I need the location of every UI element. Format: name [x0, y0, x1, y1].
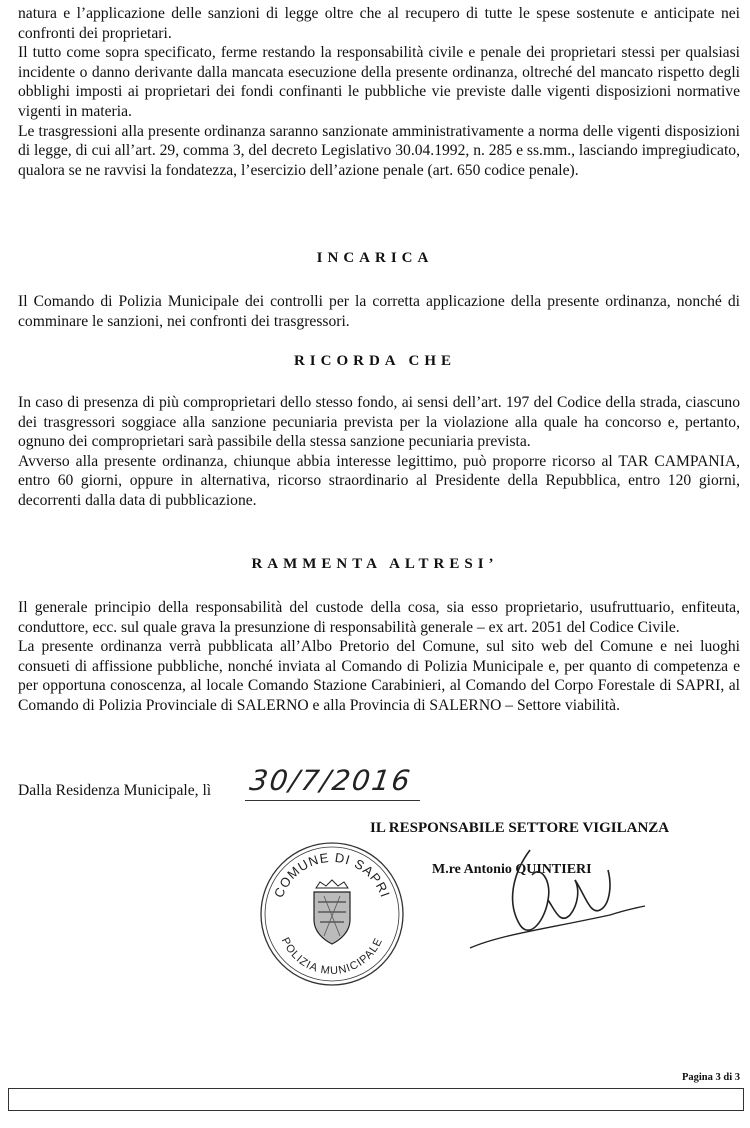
paragraph-text: Il generale principio della responsabilità del custode della cosa, sia esso proprietario, usufruttuario, enfiteuta, conduttore, ecc. sul quale grava la presunzione di responsabilità generale – ex art. 2051 del Codice Civile.	[18, 599, 740, 636]
handwritten-signature	[460, 830, 660, 960]
section-heading-incarica: INCARICA	[316, 250, 434, 266]
paragraph-text: Il tutto come sopra specificato, ferme restando la responsabilità civile e penale dei proprietari stessi per qualsiasi incidente o danno derivante dalla mancata esecuzione della presente ordinanza, oltreché del mancato rispetto degli obblighi imposti ai proprietari dei fondi confinanti le pubbliche vie previste dalle vigenti disposizioni normative vigenti in materia.	[18, 44, 740, 120]
handwritten-date: 30/7/2016	[247, 764, 414, 797]
section-heading-rammenta: RAMMENTA ALTRESI’	[251, 556, 499, 572]
ricorda-paragraph	[18, 393, 740, 511]
page-number: Pagina 3 di 3	[681, 1072, 740, 1083]
seal-top-text: COMUNE DI SAPRI	[270, 849, 394, 900]
signatory-name: M.re Antonio QUINTIERI	[432, 862, 592, 877]
date-prefix: Dalla Residenza Municipale, lì	[18, 782, 212, 799]
footer-box	[8, 1088, 744, 1111]
section-heading-ricorda: RICORDA CHE	[293, 353, 457, 369]
continuation-paragraph	[18, 4, 740, 180]
paragraph-text: Il Comando di Polizia Municipale dei controlli per la corretta applicazione della presente ordinanza, nonché di comminare le sanzioni, nei confronti dei trasgressori.	[18, 293, 740, 330]
paragraph-text: In caso di presenza di più comproprietari dello stesso fondo, ai sensi dell’art. 197 del Codice della strada, ciascuno dei trasgressori soggiace alla sanzione pecuniaria prevista per la violazione alla quale ha concorso e, pertanto, ognuno dei comproprietari sarà passibile della stessa sanzione pecuniaria prevista.	[18, 394, 740, 451]
paragraph-text: La presente ordinanza verrà pubblicata all’Albo Pretorio del Comune, sul sito web del Comune e nei luoghi consueti di affissione pubbliche, nonché inviata al Comando di Polizia Municipale e, per quanto di competenza e per opportuna conoscenza, al locale Comando Stazione Carabinieri, al Comando del Corpo Forestale di SAPRI, al Comando di Polizia Provinciale di SALERNO e alla Provincia di SALERNO – Settore viabilità.	[18, 638, 740, 714]
signatory-title: IL RESPONSABILE SETTORE VIGILANZA	[370, 820, 670, 836]
incarica-paragraph	[18, 292, 740, 331]
seal-bottom-text: POLIZIA MUNICIPALE	[278, 935, 386, 978]
paragraph-text: natura e l’applicazione delle sanzioni di legge oltre che al recupero di tutte le spese sostenute e anticipate nei confronti dei proprietari.	[18, 5, 740, 42]
rammenta-paragraph	[18, 598, 740, 716]
paragraph-text: Avverso alla presente ordinanza, chiunque abbia interesse legittimo, può proporre ricorso al TAR CAMPANIA, entro 60 giorni, oppure in alternativa, ricorso straordinario al Presidente della Repubblica, entro 120 giorni, decorrenti dalla data di pubblicazione.	[18, 452, 740, 509]
coat-of-arms-icon	[314, 880, 350, 944]
municipal-seal	[258, 840, 406, 988]
paragraph-text: Le trasgressioni alla presente ordinanza saranno sanzionate amministrativamente a norma delle vigenti disposizioni di legge, di cui all’art. 29, comma 3, del decreto Legislativo 30.04.1992, n. 285 e ss.mm., lasciando impregiudicato, qualora se ne ravvisi la fondatezza, l’esercizio dell’azione penale (art. 650 codice penale).	[18, 122, 740, 179]
date-underline	[245, 800, 420, 801]
